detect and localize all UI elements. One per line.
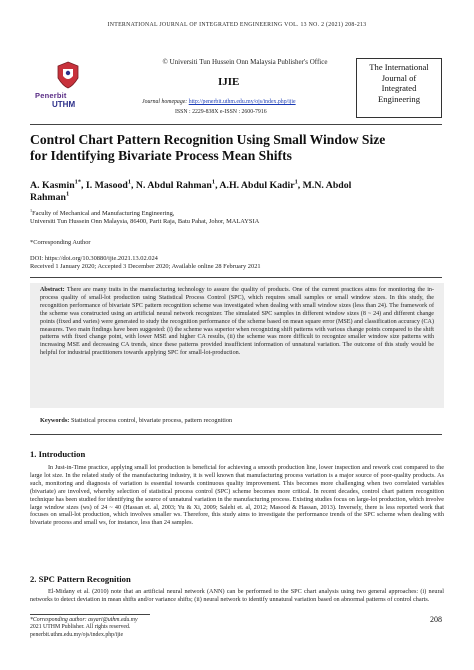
author-affil-sup: 1 (211, 178, 216, 186)
homepage-label: Journal homepage: (142, 99, 188, 105)
authors-line (30, 192, 445, 204)
title-line: for Identifying Bivariate Process Mean Shifts (30, 148, 292, 163)
keywords (40, 417, 232, 424)
author-name: , I. Masood (81, 180, 128, 191)
author-affil-sup: 1 (127, 178, 132, 186)
crest-icon (58, 62, 78, 88)
affiliation-text: Faculty of Mechanical and Manufacturing Engineering, (32, 210, 175, 217)
uthm-logo-icon (30, 60, 110, 120)
logo-wordmark-uthm: UTHM (52, 100, 76, 109)
title-line: Control Chart Pattern Recognition Using Small Window Size (30, 132, 386, 147)
author-name: A. Kasmin (30, 180, 75, 191)
journal-homepage (142, 99, 296, 105)
author-name: , N. Abdul Rahman (131, 180, 212, 191)
keywords-text: Statistical process control, bivariate process, pattern recognition (70, 417, 233, 424)
journal-box-line: The International (369, 62, 429, 72)
header-divider (30, 124, 442, 125)
issn-line: ISSN : 2229-838X e-ISSN : 2600-7916 (175, 109, 267, 115)
homepage-link[interactable]: http://penerbit.uthm.edu.my/ojs/index.php/ijie (188, 99, 296, 105)
footnote-site[interactable]: penerbit.uthm.edu.my/ojs/index.php/ijie (30, 631, 124, 638)
affiliation-sup: 1 (30, 207, 33, 213)
section-heading-introduction: 1. Introduction (30, 449, 86, 459)
section-heading-spc: 2. SPC Pattern Recognition (30, 574, 131, 584)
footnote (30, 617, 444, 639)
author-name: Rahman (30, 192, 66, 203)
author-affil-sup: 1 (294, 178, 298, 186)
spc-paragraph: El-Midany et al. (2010) note that an artificial neural network (ANN) can be performed to the SPC chart analysis using two general approaches: (i) neural networks to detect deviation in mean shifts and/or variance shifts; (ii) neural network to identify unnatural variation based on abnormal patterns of control charts. (30, 588, 444, 603)
journal-box-line: Integrated (381, 83, 417, 94)
author-name: , A.H. Abdul Kadir (215, 180, 295, 191)
corresponding-author-note: *Corresponding Author (30, 239, 91, 246)
article-title (30, 132, 450, 164)
logo-wordmark-penerbit: Penerbit (35, 91, 67, 100)
abstract-label: Abstract: (40, 287, 65, 293)
abstract-box (30, 283, 444, 408)
introduction-paragraph: In Just-in-Time practice, applying small lot production is beneficial for achieving a smooth production line, lower inspection and rework cost compared to the large lot size. In the related study of the manufacturing industry, it is well known that manufacturing process variation is a major source of poor-quality products. As such, monitoring and diagnosis of variation is essential towards continuous quality improvement. This becomes more challenging when two correlated variables (bivariate) are involved, whereby selection of statistical process control (SPC) scheme becomes more critical. In recent decades, control chart pattern recognition technique has been studied for identifying the source of unnatural variation in the manufacturing process. Existing studies focus on large-lot production, which involve large window sizes (ws) of 24 ~ 40 (Hassan et. al, 2003; Yu & Xi, 2009; Salehi et. al, 2012; Masood & Hassan, 2013). Inversely, there is less reported work that focuses on small-lot production, which involves smaller ws. Therefore, this study aims to investigate the performance trends of the SPC scheme when dealing with bivariate process and small ws, for instance, less than 24 samples. (30, 464, 444, 527)
footnote-divider (30, 614, 150, 615)
author-name: , M.N. Abdol (297, 180, 352, 191)
keywords-divider (30, 434, 442, 435)
article-dates: Received 1 January 2020; Accepted 3 December 2020; Available online 28 February 2021 (30, 263, 261, 271)
page-number: 208 (430, 615, 442, 624)
journal-title-box (356, 58, 442, 118)
journal-abbreviation: IJIE (218, 76, 240, 88)
journal-box-line: Journal of (381, 72, 417, 83)
affiliation (30, 207, 445, 226)
journal-running-header: INTERNATIONAL JOURNAL OF INTEGRATED ENGINEERING VOL. 13 NO. 2 (2021) 208-213 (107, 22, 367, 28)
footnote-email: *Corresponding author: asyari@uthm.edu.my (30, 617, 138, 623)
affiliation-line: Universiti Tun Hussein Onn Malaysia, 86400, Parit Raja, Batu Pahat, Johor, MALAYSIA (30, 218, 260, 226)
authors-line (30, 180, 445, 192)
affiliation-line (30, 207, 445, 218)
abstract-divider (30, 277, 442, 278)
author-affil-sup: 1* (74, 178, 81, 186)
journal-box-line: Engineering (378, 93, 420, 104)
author-affil-sup: 1 (65, 190, 70, 198)
doi-link[interactable]: DOI: https://doi.org/10.30880/ijie.2021.13.02.024 (30, 255, 158, 262)
keywords-label: Keywords: (40, 417, 70, 424)
publisher-copyright: © Universiti Tun Hussein Onn Malaysia Publisher's Office (162, 58, 328, 66)
abstract-text: There are many traits in the manufacturing technology to assure the quality of products. One of the current practices aims for monitoring the in-process quality of small-lot production using Statistical Process Control (SPC), which requires small samples or small window sizes. In this study, the recognition performance of bivariate SPC pattern recognition scheme was investigated when dealing with small window sizes (less than 24). The framework of the scheme was constructed using an artificial neural network recognizer. The simulated SPC samples in different window sizes (8 ~ 24) and different change points (fixed and varies) were generated to study the recognition performance of the scheme based on mean square error (MSE) and classification accuracy (CA) measures. Two main findings have been suggested: (i) the scheme was superior when recognizing shift patterns with various change points compared to the shift patterns with fixed change point, with lower MSE and higher CA results, (ii) the scheme was more difficult to recognize smaller window size patterns with increasing MSE and decreasing CA trends, since these patterns provided insufficient information of unnatural variation. The outcome of this study would be helpful for industrial practitioners towards applying SPC for small-lot-production. (40, 287, 434, 357)
footnote-copyright: 2021 UTHM Publisher. All rights reserved. (30, 624, 131, 631)
author-list (30, 180, 445, 204)
doi-block (30, 255, 445, 271)
